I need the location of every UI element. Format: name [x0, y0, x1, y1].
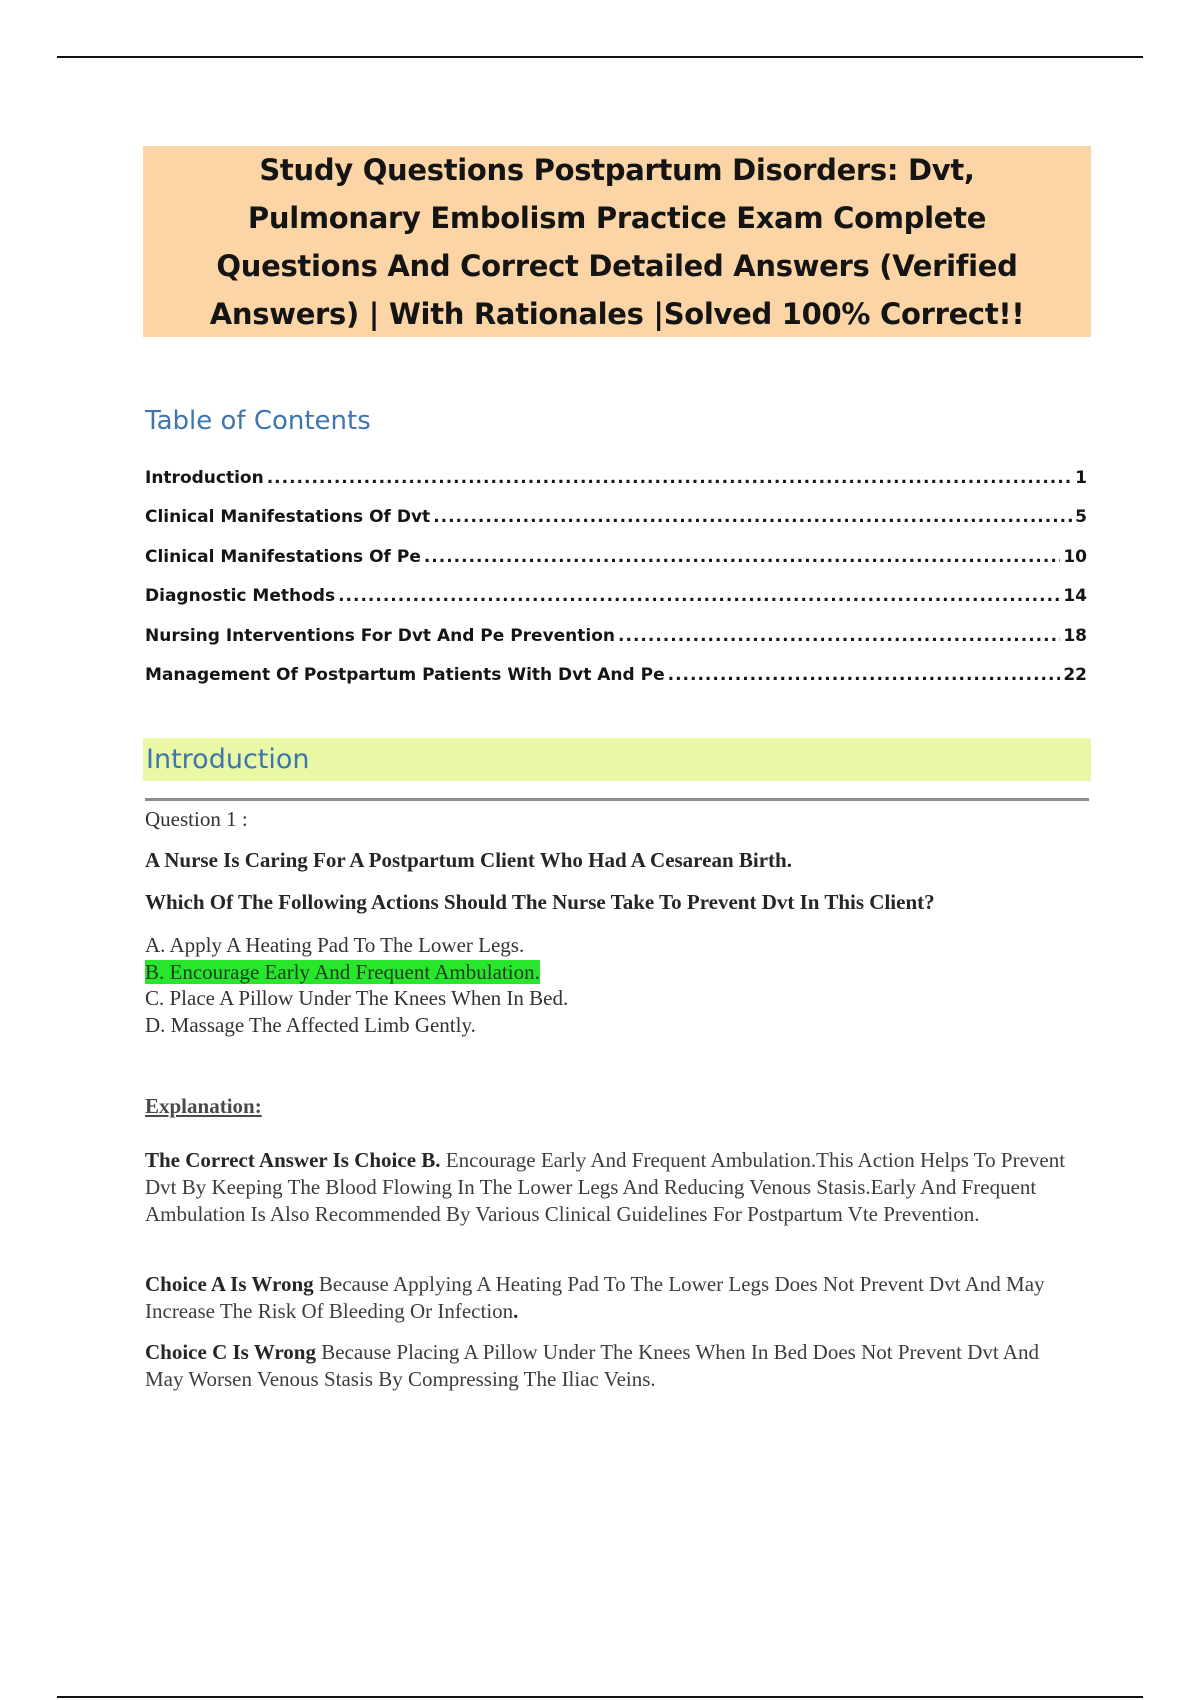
- explanation-body: Encourage Early And Frequent Ambulation.This Action Helps To Prevent Dvt By Keeping The Blood Flowing In The Lower Legs And Reducing Venous Stasis.Early And Frequent Ambulation Is Also Recommended By Various Clinical Guidelines For Postpartum Vte Prevention.: [145, 1148, 1066, 1226]
- answer-options: [145, 932, 568, 1038]
- explanation-paragraph-choice-c: [145, 1339, 1070, 1393]
- toc-entry-diagnostic-methods[interactable]: [145, 566, 1087, 606]
- document-title-banner: [143, 146, 1091, 337]
- toc-entry-nursing-interventions[interactable]: [145, 605, 1087, 645]
- toc-entry-title: Clinical Manifestations Of Pe: [145, 546, 421, 567]
- explanation-body: Because Placing A Pillow Under The Knees When In Bed Does Not Prevent Dvt And May Worsen Venous Stasis By Compressing The Iliac Veins.: [145, 1340, 1039, 1391]
- toc-entry-page: 14: [1063, 586, 1087, 606]
- toc-entry-title: Introduction: [145, 467, 264, 488]
- bottom-page-rule: [57, 1696, 1143, 1698]
- toc-heading: Table of Contents: [145, 406, 371, 436]
- explanation-lead: Choice A Is Wrong: [145, 1272, 314, 1296]
- explanation-body: Because Applying A Heating Pad To The Lower Legs Does Not Prevent Dvt And May Increase The Risk Of Bleeding Or Infection: [145, 1272, 1045, 1323]
- explanation-heading: Explanation:: [145, 1094, 262, 1118]
- section-heading: Introduction: [146, 744, 310, 775]
- section-heading-band: [143, 738, 1091, 781]
- toc-dot-leader: [433, 509, 1072, 526]
- answer-option-a[interactable]: [145, 932, 568, 959]
- toc-entry-title: Nursing Interventions For Dvt And Pe Prevention: [145, 625, 616, 646]
- toc-entry-introduction[interactable]: [145, 447, 1087, 487]
- answer-option-d[interactable]: [145, 1012, 568, 1039]
- question-number: Question 1 :: [145, 807, 248, 831]
- toc-entry-page: 18: [1063, 625, 1087, 646]
- question-stem-line-2: Which Of The Following Actions Should The Nurse Take To Prevent Dvt In This Client?: [145, 890, 935, 914]
- answer-option-c[interactable]: [145, 985, 568, 1012]
- toc-entry-page: 1: [1075, 467, 1087, 488]
- top-page-rule: [57, 56, 1143, 58]
- answer-option-text: A. Apply A Heating Pad To The Lower Legs.: [145, 933, 525, 957]
- toc-dot-leader: [424, 549, 1060, 566]
- answer-option-b-correct[interactable]: [145, 959, 568, 986]
- toc-entry-clinical-manifestations-dvt[interactable]: [145, 487, 1087, 527]
- explanation-paragraph-choice-a: [145, 1271, 1070, 1325]
- table-of-contents: [145, 447, 1087, 684]
- toc-entry-title: Clinical Manifestations Of Dvt: [145, 507, 431, 527]
- explanation-paragraph-correct: [145, 1147, 1070, 1228]
- section-divider: [145, 798, 1089, 801]
- answer-option-text: C. Place A Pillow Under The Knees When In Bed.: [145, 986, 569, 1010]
- explanation-lead: The Correct Answer Is Choice B.: [145, 1148, 441, 1172]
- answer-option-text: B. Encourage Early And Frequent Ambulation.: [145, 959, 540, 984]
- document-title: Study Questions Postpartum Disorders: Dvt, Pulmonary Embolism Practice Exam Complete Questions And Correct Detailed Answers (Verified Answers) | With Rationales |Solved 100% Correct!!: [209, 152, 1025, 331]
- toc-entry-page: 10: [1063, 546, 1087, 567]
- toc-dot-leader: [267, 470, 1072, 487]
- toc-entry-title: Management Of Postpartum Patients With Dvt And Pe: [145, 665, 665, 685]
- toc-dot-leader: [668, 667, 1061, 684]
- toc-dot-leader: [338, 588, 1060, 605]
- question-stem-line-1: A Nurse Is Caring For A Postpartum Client Who Had A Cesarean Birth.: [145, 848, 792, 872]
- toc-entry-management-postpartum[interactable]: [145, 645, 1087, 685]
- toc-entry-page: 22: [1063, 665, 1087, 685]
- toc-entry-title: Diagnostic Methods: [145, 586, 336, 606]
- toc-dot-leader: [618, 628, 1060, 645]
- explanation-lead: Choice C Is Wrong: [145, 1340, 316, 1364]
- explanation-tail: .: [513, 1299, 519, 1323]
- toc-entry-page: 5: [1075, 507, 1087, 527]
- answer-option-text: D. Massage The Affected Limb Gently.: [145, 1012, 476, 1037]
- toc-entry-clinical-manifestations-pe[interactable]: [145, 526, 1087, 566]
